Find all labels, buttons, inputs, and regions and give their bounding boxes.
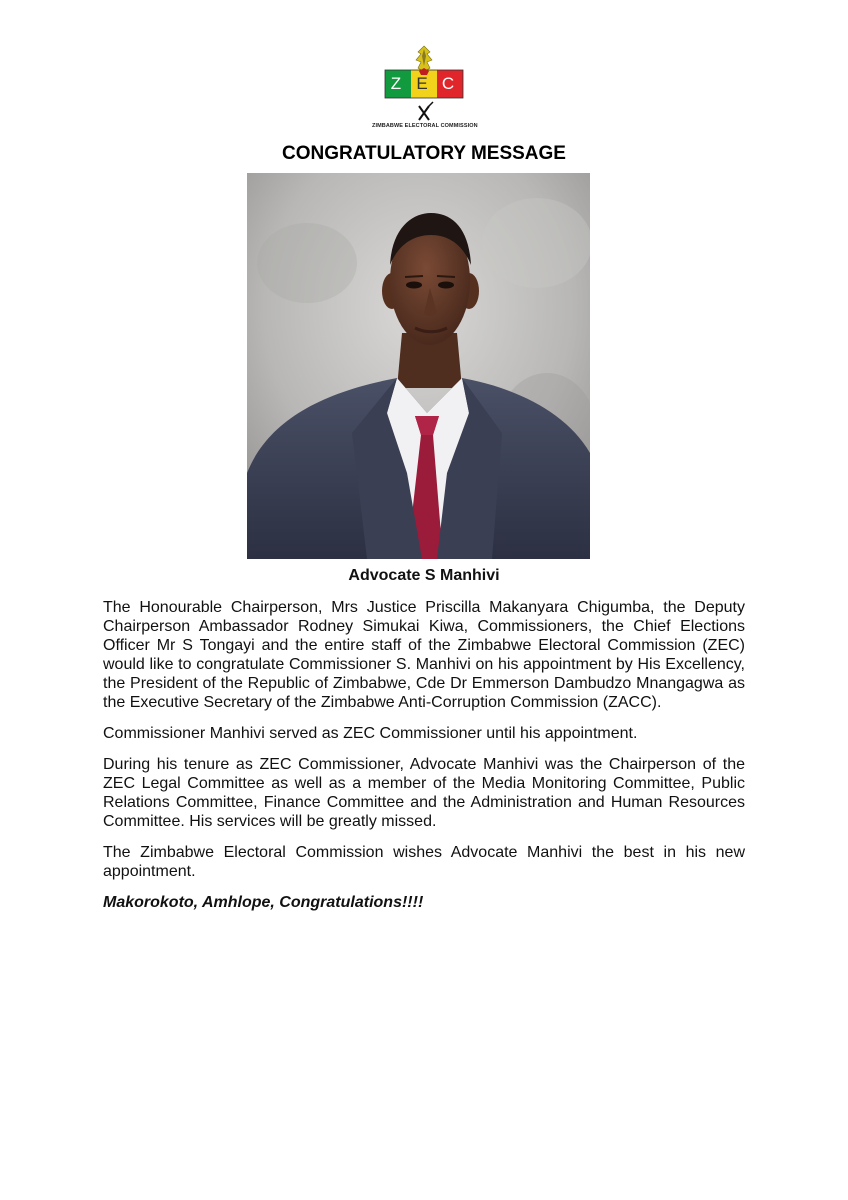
portrait-photo [247,173,590,559]
paragraph: The Honourable Chairperson, Mrs Justice Priscilla Makanyara Chigumba, the Deputy Chairperson Ambassador Rodney Simukai Kiwa, Commissioners, the Chief Elections Officer Mr S Tongayi and the entire staff of the Zimbabwe Electoral Commission (ZEC) would like to congratulate Commissioner S. Manhivi on his appointment by His Excellency, the President of the Republic of Zimbabwe, Cde Dr Emmerson Dambudzo Mnangagwa as the Executive Secretary of the Zimbabwe Anti-Corruption Commission (ZACC). [103,599,745,711]
logo-letter-c: C [441,74,455,93]
paragraph: During his tenure as ZEC Commissioner, Advocate Manhivi was the Chairperson of the ZEC Legal Committee as well as a member of the Media Monitoring Committee, Public Relations Committee, Finance Committee and the Administration and Human Resources Committee. His services will be greatly missed. [103,756,745,830]
message-body [103,598,745,924]
logo-caption: ZIMBABWE ELECTORAL COMMISSION [372,123,478,129]
paragraph: The Zimbabwe Electoral Commission wishes Advocate Manhivi the best in his new appointment. [103,844,745,880]
page-title: CONGRATULATORY MESSAGE [282,143,566,164]
logo-letter-e: E [416,74,428,93]
photo-caption: Advocate S Manhivi [348,567,500,584]
paragraph: Commissioner Manhivi served as ZEC Commissioner until his appointment. [103,725,638,742]
closing-line: Makorokoto, Amhlope, Congratulations!!!! [103,894,424,911]
logo-letter-z: Z [390,74,402,93]
